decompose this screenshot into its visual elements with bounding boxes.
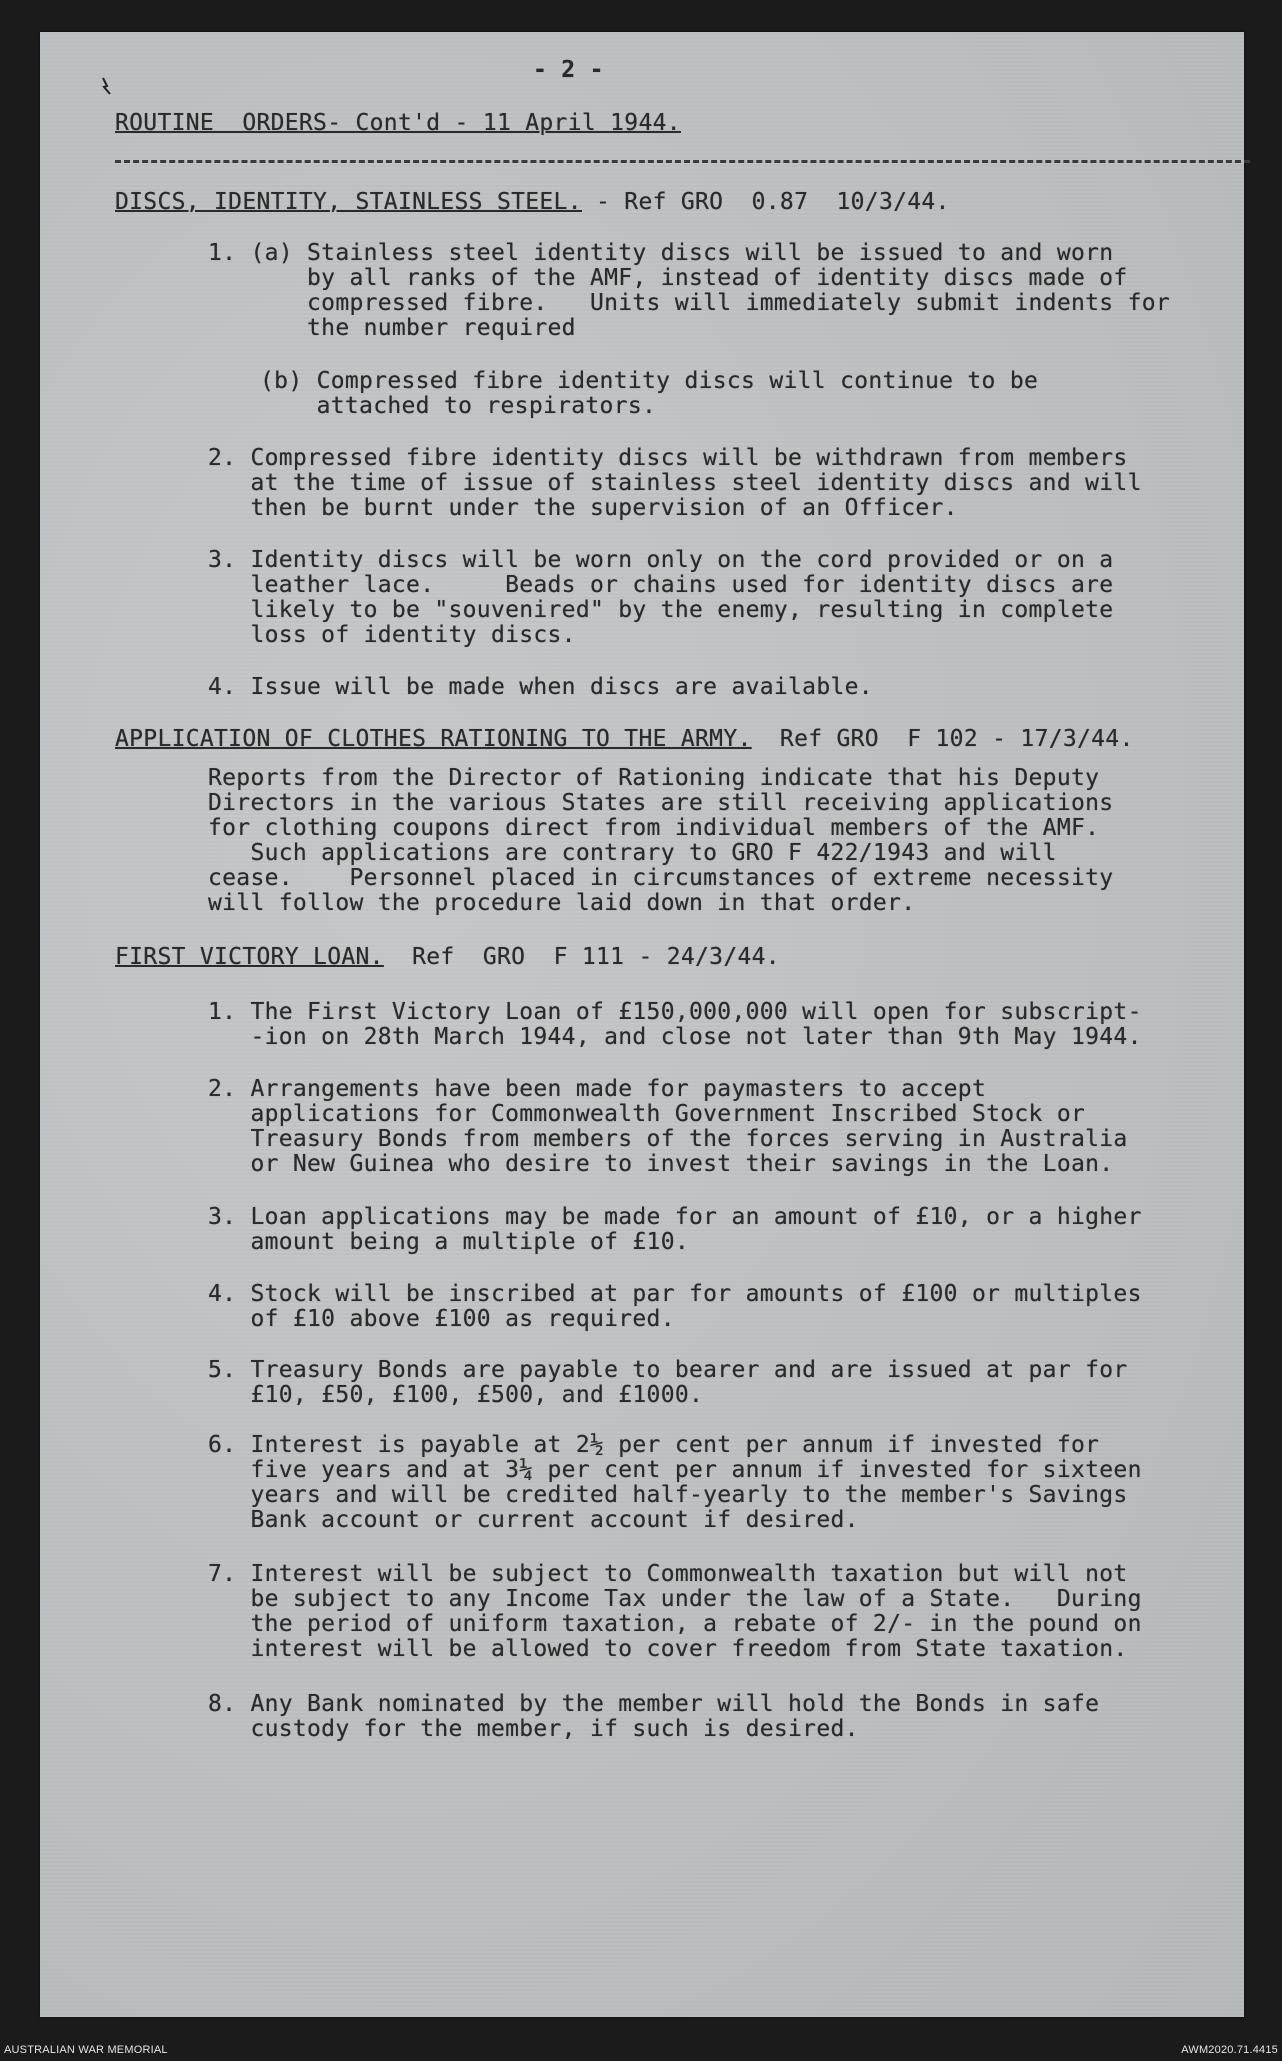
section-ref: - Ref GRO 0.87 10/3/44. xyxy=(581,189,950,215)
section-title: DISCS, IDENTITY, STAINLESS STEEL. xyxy=(115,189,582,215)
loan-paragraph-2: 2. Arrangements have been made for paymasters to accept applications for Commonwealth Government Inscribed Stock or Treasury Bonds from members of the forces serving in Australia or New Guinea who desire to invest their savings in the Loan. xyxy=(208,1076,1128,1177)
pin-mark-icon xyxy=(101,77,112,95)
paragraph-clothes-rationing: Reports from the Director of Rationing indicate that his Deputy Directors in the various States are still receiving applications for clothing coupons direct from individual members of the AMF. Such applications are contrary to GRO F 422/1943 and will cease. Personnel placed in circumstances of extreme necessity will follow the procedure laid down in that order. xyxy=(208,765,1114,916)
section-title: FIRST VICTORY LOAN. xyxy=(115,944,384,970)
paragraph-1b: (b) Compressed fibre identity discs will continue to be attached to respirators. xyxy=(260,368,1039,419)
document-heading xyxy=(115,111,681,136)
heading-text: ROUTINE ORDERS- Cont'd - 11 April 1944. xyxy=(115,110,681,136)
section-heading-identity-discs xyxy=(115,190,950,215)
section-heading-clothes-rationing xyxy=(115,727,1134,752)
page-number: - 2 - xyxy=(533,57,604,83)
paragraph-4: 4. Issue will be made when discs are available. xyxy=(208,674,873,700)
footer-accession: AWM2020.71.4415 xyxy=(1181,2044,1278,2056)
paragraph-2: 2. Compressed fibre identity discs will be withdrawn from members at the time of issue of stainless steel identity discs and will then be burnt under the supervision of an Officer. xyxy=(208,445,1142,521)
loan-paragraph-5: 5. Treasury Bonds are payable to bearer and are issued at par for £10, £50, £100, £500, and £1000. xyxy=(208,1357,1128,1408)
dashed-divider xyxy=(115,160,1250,163)
loan-paragraph-4: 4. Stock will be inscribed at par for amounts of £100 or multiples of £10 above £100 as required. xyxy=(208,1281,1142,1332)
section-ref: Ref GRO F 102 - 17/3/44. xyxy=(751,726,1134,752)
loan-paragraph-6: 6. Interest is payable at 2½ per cent per annum if invested for five years and at 3¼ per cent per annum if invested for sixteen years and will be credited half-yearly to the member's Savings Bank account or current account if desired. xyxy=(208,1432,1142,1533)
section-title: APPLICATION OF CLOTHES RATIONING TO THE ARMY. xyxy=(115,726,752,752)
loan-paragraph-3: 3. Loan applications may be made for an amount of £10, or a higher amount being a multiple of £10. xyxy=(208,1204,1142,1255)
paragraph-3: 3. Identity discs will be worn only on the cord provided or on a leather lace. Beads or chains used for identity discs are likely to be "souvenired" by the enemy, resulting in complete loss of identity discs. xyxy=(208,547,1114,648)
paragraph-1a: 1. (a) Stainless steel identity discs will be issued to and worn by all ranks of the AMF, instead of identity discs made of compressed fibre. Units will immediately submit indents for the number required xyxy=(208,240,1171,341)
loan-paragraph-8: 8. Any Bank nominated by the member will hold the Bonds in safe custody for the member, if such is desired. xyxy=(208,1691,1100,1742)
section-heading-victory-loan xyxy=(115,945,780,970)
loan-paragraph-7: 7. Interest will be subject to Commonwealth taxation but will not be subject to any Income Tax under the law of a State. During the period of uniform taxation, a rebate of 2/- in the pound on interest will be allowed to cover freedom from State taxation. xyxy=(208,1561,1142,1662)
footer-source: AUSTRALIAN WAR MEMORIAL xyxy=(4,2044,168,2056)
section-ref: Ref GRO F 111 - 24/3/44. xyxy=(383,944,780,970)
loan-paragraph-1: 1. The First Victory Loan of £150,000,000 will open for subscript- -ion on 28th March 1944, and close not later than 9th May 1944. xyxy=(208,999,1142,1050)
